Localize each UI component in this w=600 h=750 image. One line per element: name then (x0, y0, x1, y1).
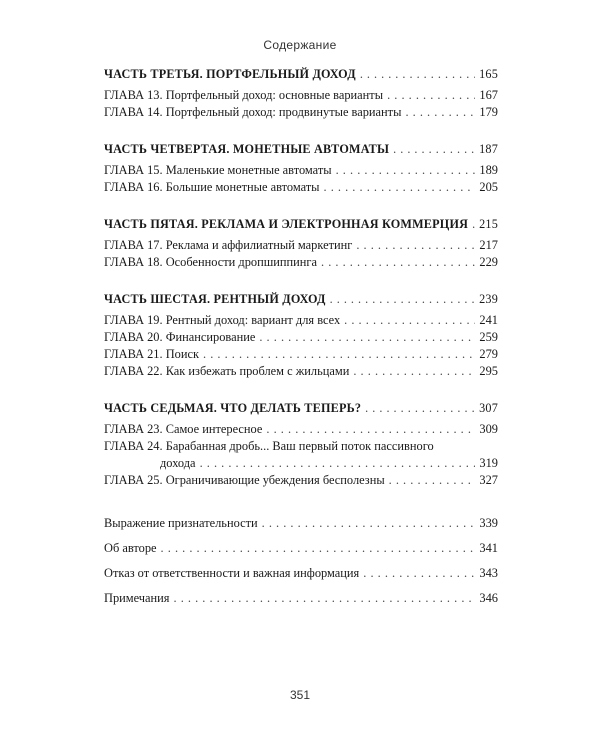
toc-chapter-19[interactable] (104, 312, 498, 329)
leader-dots (472, 216, 475, 233)
toc-part-6 (104, 291, 498, 380)
chapter-label-continuation: дохода (160, 456, 196, 470)
toc-chapter-24-continuation[interactable] (104, 455, 498, 472)
toc-part-title[interactable] (104, 66, 498, 83)
leader-dots (363, 565, 475, 582)
leader-dots (389, 472, 476, 489)
leader-dots (321, 254, 475, 271)
toc-chapter-17[interactable] (104, 237, 498, 254)
leader-dots (330, 291, 475, 308)
page-number: 241 (479, 313, 498, 327)
leader-dots (262, 515, 476, 532)
chapter-label: ГЛАВА 14. Портфельный доход: продвинутые варианты (104, 105, 402, 119)
page-folio: 351 (289, 688, 311, 702)
chapter-label: ГЛАВА 20. Финансирование (104, 330, 256, 344)
page-number: 309 (479, 422, 498, 436)
page-number: 343 (479, 566, 498, 580)
page-number: 229 (479, 255, 498, 269)
entry-label: Отказ от ответственности и важная информация (104, 566, 360, 580)
leader-dots (344, 312, 475, 329)
leader-dots (161, 540, 476, 557)
leader-dots (324, 179, 476, 196)
chapter-label: ГЛАВА 19. Рентный доход: вариант для всех (104, 313, 341, 327)
chapter-label: ГЛАВА 16. Большие монетные автоматы (104, 180, 320, 194)
page-number: 259 (479, 330, 498, 344)
leader-dots (393, 141, 475, 158)
toc-chapter-24[interactable] (104, 438, 498, 455)
leader-dots (405, 104, 475, 121)
toc-part-4 (104, 141, 498, 196)
leader-dots (336, 162, 476, 179)
part-title-label: ЧАСТЬ ЧЕТВЕРТАЯ. МОНЕТНЫЕ АВТОМАТЫ (104, 142, 390, 156)
toc-part-title[interactable] (104, 400, 498, 417)
toc-chapter-23[interactable] (104, 421, 498, 438)
part-title-label: ЧАСТЬ ТРЕТЬЯ. ПОРТФЕЛЬНЫЙ ДОХОД (104, 67, 356, 81)
toc-about-author[interactable] (104, 540, 498, 557)
chapter-label: ГЛАВА 21. Поиск (104, 347, 199, 361)
toc-part-7 (104, 400, 498, 489)
page-number: 339 (479, 516, 498, 530)
leader-dots (174, 590, 476, 607)
page-number: 319 (479, 456, 498, 470)
leader-dots (203, 346, 475, 363)
part-title-label: ЧАСТЬ ПЯТАЯ. РЕКЛАМА И ЭЛЕКТРОННАЯ КОММЕРЦИЯ (104, 217, 469, 231)
page-number: 165 (479, 67, 498, 81)
toc-chapter-21[interactable] (104, 346, 498, 363)
leader-dots (360, 66, 475, 83)
entry-label: Об авторе (104, 541, 157, 555)
page-number: 189 (479, 163, 498, 177)
page-number: 217 (479, 238, 498, 252)
leader-dots (266, 421, 475, 438)
toc-chapter-16[interactable] (104, 179, 498, 196)
leader-dots (200, 455, 476, 472)
entry-label: Выражение признательности (104, 516, 258, 530)
chapter-label: ГЛАВА 22. Как избежать проблем с жильцами (104, 364, 350, 378)
toc-chapter-15[interactable] (104, 162, 498, 179)
toc-part-5 (104, 216, 498, 271)
toc-disclaimer[interactable] (104, 565, 498, 582)
toc-chapter-25[interactable] (104, 472, 498, 489)
toc-part-title[interactable] (104, 216, 498, 233)
chapter-label: ГЛАВА 15. Маленькие монетные автоматы (104, 163, 332, 177)
leader-dots (365, 400, 475, 417)
part-title-label: ЧАСТЬ ШЕСТАЯ. РЕНТНЫЙ ДОХОД (104, 292, 326, 306)
page-number: 279 (479, 347, 498, 361)
chapter-label: ГЛАВА 24. Барабанная дробь... Ваш первый поток пассивного (104, 439, 434, 453)
entry-label: Примечания (104, 591, 170, 605)
chapter-label: ГЛАВА 13. Портфельный доход: основные варианты (104, 88, 384, 102)
toc-chapter-18[interactable] (104, 254, 498, 271)
page-number: 205 (479, 180, 498, 194)
page-number: 346 (479, 591, 498, 605)
toc-chapter-22[interactable] (104, 363, 498, 380)
toc-back-matter (104, 515, 498, 607)
leader-dots (259, 329, 475, 346)
chapter-label: ГЛАВА 25. Ограничивающие убеждения бесполезны (104, 473, 385, 487)
page-number: 327 (479, 473, 498, 487)
toc-chapter-20[interactable] (104, 329, 498, 346)
chapter-label: ГЛАВА 23. Самое интересное (104, 422, 263, 436)
toc-part-title[interactable] (104, 141, 498, 158)
page-number: 179 (479, 105, 498, 119)
table-of-contents (104, 66, 498, 615)
toc-notes[interactable] (104, 590, 498, 607)
chapter-label: ГЛАВА 18. Особенности дропшиппинга (104, 255, 317, 269)
leader-dots (356, 237, 475, 254)
page-number: 295 (479, 364, 498, 378)
leader-dots (387, 87, 475, 104)
running-head: Содержание (263, 38, 337, 52)
leader-dots (353, 363, 475, 380)
toc-part-3 (104, 66, 498, 121)
toc-part-title[interactable] (104, 291, 498, 308)
toc-chapter-14[interactable] (104, 104, 498, 121)
chapter-label: ГЛАВА 17. Реклама и аффилиатный маркетинг (104, 238, 353, 252)
page-number: 307 (479, 401, 498, 415)
page-number: 187 (479, 142, 498, 156)
part-title-label: ЧАСТЬ СЕДЬМАЯ. ЧТО ДЕЛАТЬ ТЕПЕРЬ? (104, 401, 362, 415)
toc-chapter-13[interactable] (104, 87, 498, 104)
page-number: 341 (479, 541, 498, 555)
page-number: 239 (479, 292, 498, 306)
page-number: 167 (479, 88, 498, 102)
page-number: 215 (479, 217, 498, 231)
toc-acknowledgements[interactable] (104, 515, 498, 532)
